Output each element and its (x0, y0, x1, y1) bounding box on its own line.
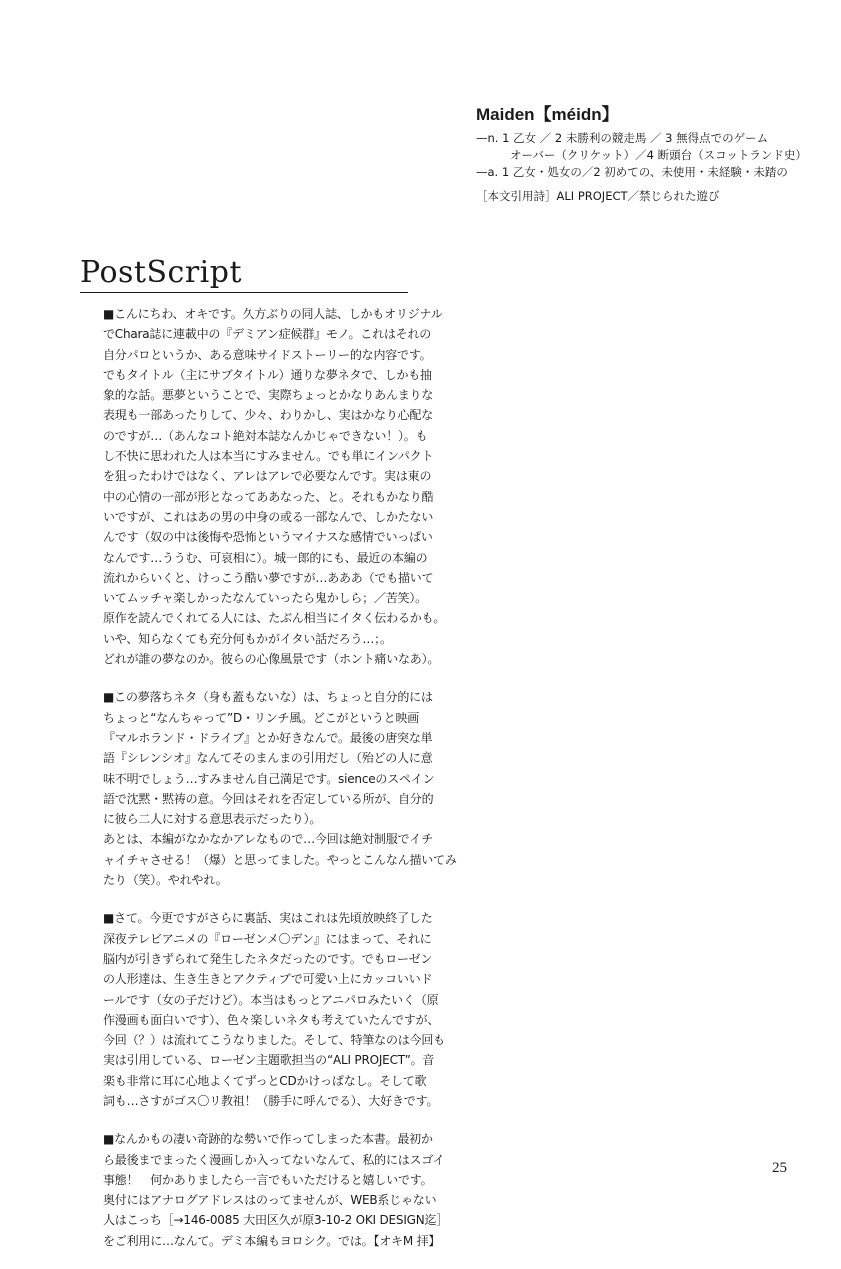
definition-title: Maiden【méidn】 (476, 105, 619, 124)
postscript-title: PostScript (80, 255, 243, 290)
text-line: 脳内が引きずられて発生したネタだったのです。でもローゼン (103, 951, 433, 966)
text-line: 実は引用している、ローゼン主題歌担当の“ALI PROJECT”。音 (103, 1053, 435, 1068)
text-line: でChara誌に連載中の『デミアン症候群』モノ。これはそれの (103, 327, 432, 342)
text-line: ら最後までまったく漫画しか入ってないなんて、私的にはスゴイ (103, 1152, 445, 1167)
text-line: 楽も非常に耳に心地よくてずっとCDかけっぱなし。そして歌 (103, 1073, 427, 1088)
text-line: あとは、本編がなかなかアレなもので…今回は絶対制服でイチ (103, 832, 433, 847)
text-line: 象的な話。悪夢ということで、実際ちょっとかなりあんまりな (103, 388, 434, 403)
definition-line-noun-cont: オーバー（クリケット）／4 断頭台（スコットランド史） (510, 148, 807, 162)
paragraph (103, 1129, 449, 1251)
text-line: 事態！ 何かありましたら一言でもいただけると嬉しいです。 (103, 1172, 433, 1187)
text-line: ■この夢落ちネタ（身も蓋もないな）は、ちょっと自分的には (103, 690, 433, 705)
text-line: 今回（？）は流れてこうなりました。そして、特筆なのは今回も (103, 1033, 445, 1048)
text-line: なんです…ううむ、可哀相に）。城一郎的にも、最近の本編の (103, 550, 428, 565)
text-line: 詞も…さすがゴス〇リ教祖！（勝手に呼んでる）、大好きです。 (103, 1093, 439, 1108)
text-line: 中の心情の一部が形となってああなった、と。それもかなり酷 (103, 489, 434, 504)
text-line: 奥付にはアナログアドレスはのってませんが、WEB系じゃない (103, 1193, 437, 1208)
paragraph (103, 687, 457, 890)
text-line: ■なんかもの凄い奇跡的な勢いで作ってしまった本書。最初か (103, 1132, 433, 1147)
text-line: 表現も一部あったりして、少々、わりかし、実はかなり心配な (103, 408, 434, 423)
definition-citation: ［本文引用詩］ALI PROJECT／禁じられた遊び (476, 189, 720, 203)
definition-block (476, 104, 816, 205)
paragraph (103, 304, 446, 669)
text-line: に彼ら二人に対する意思表示だったり）。 (103, 812, 322, 827)
text-line: 深夜テレビアニメの『ローゼンメ〇デン』にはまって、それに (103, 931, 432, 946)
text-line: いですが、これはあの男の中身の或る一部なんで、しかたない (103, 509, 434, 524)
paragraph (103, 908, 445, 1111)
text-line: ■さて。今更ですがさらに裏話、実はこれは先頃放映終了した (103, 911, 433, 926)
text-line: 『マルホランド・ドライブ』とか好きなんで。最後の唐突な単 (103, 730, 433, 745)
text-line: 作漫画も面白いです）、色々楽しいネタも考えていたんですが、 (103, 1012, 440, 1027)
text-line: ちょっと“なんちゃって”D・リンチ風。どこがというと映画 (103, 710, 420, 725)
text-line: をご利用に…なんて。デミ本編もヨロシク。では。【オキM 拝】 (103, 1233, 441, 1248)
text-line: 原作を読んでくれてる人には、たぶん相当にイタく伝わるかも。 (103, 611, 446, 626)
text-line: のですが…（あんなコト絶対本誌なんかじゃできない！）。も (103, 428, 428, 443)
text-line: 語『シレンシオ』なんてそのまんまの引用だし（殆どの人に意 (103, 751, 433, 766)
text-line: んです（奴の中は後悔や恐怖というマイナスな感情でいっぱい (103, 530, 433, 545)
text-line: でもタイトル（主にサブタイトル）通りな夢ネタで、しかも抽 (103, 367, 432, 382)
text-line: いてムッチャ楽しかったなんていったら鬼かしら；／苦笑）。 (103, 591, 427, 606)
text-line: ールです（女の子だけど）。本当はもっとアニパロみたいく（原 (103, 992, 439, 1007)
text-line: どれが誰の夢なのか。彼らの心像風景です（ホント痛いなあ）。 (103, 652, 440, 667)
title-underline (80, 292, 408, 293)
text-line: 味不明でしょう…すみません自己満足です。sienceのスペイン (103, 771, 435, 786)
text-line: ャイチャさせる！（爆）と思ってました。やっとこんなん描いてみ (103, 852, 457, 867)
text-line: の人形達は、生き生きとアクティブで可愛い上にカッコいいド (103, 972, 433, 987)
definition-line-noun: —n. 1 乙女 ／ 2 未勝利の競走馬 ／ 3 無得点でのゲーム (476, 131, 769, 145)
definition-line-adjective: —a. 1 乙女・処女の／2 初めての、未使用・未経験・未踏の (476, 165, 788, 179)
page-number: 25 (772, 1160, 787, 1176)
text-line: ■こんにちわ、オキです。久方ぶりの同人誌、しかもオリジナル (103, 307, 443, 321)
text-line: 流れからいくと、けっこう酷い夢ですが…あああ（でも描いて (103, 570, 434, 585)
text-line: 語で沈黙・黙祷の意。今回はそれを否定している所が、自分的 (103, 791, 434, 806)
text-line: を狙ったわけではなく、アレはアレで必要なんです。実は東の (103, 469, 432, 484)
text-line: 自分パロというか、ある意味サイドストーリー的な内容です。 (103, 347, 432, 362)
text-line: いや、知らなくても充分何もかがイタい話だろう…；。 (103, 631, 392, 646)
text-line: たり（笑）。やれやれ。 (103, 873, 228, 888)
text-line: 人はこっち［→146-0085 大田区久が原3-10-2 OKI DESIGN迄］ (103, 1213, 449, 1228)
postscript-body (103, 304, 457, 1269)
text-line: し不快に思われた人は本当にすみません。でも単にインパクト (103, 449, 434, 464)
